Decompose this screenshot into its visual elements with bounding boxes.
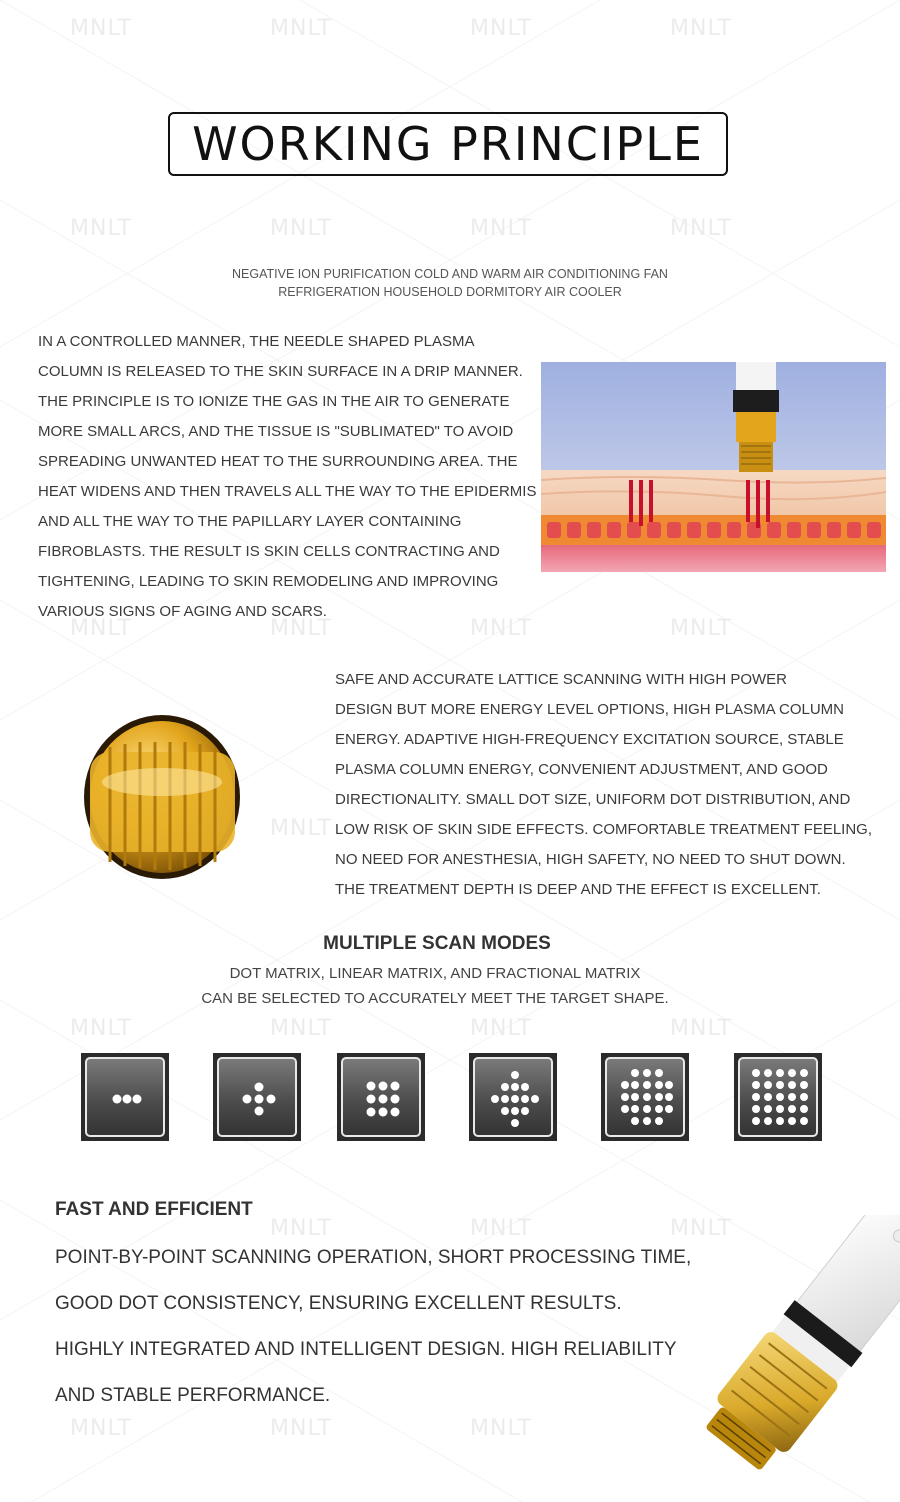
watermark: MNLT — [70, 616, 133, 641]
paragraph-line: DIRECTIONALITY. SMALL DOT SIZE, UNIFORM DOT DISTRIBUTION, AND — [335, 791, 851, 808]
paragraph-line: MORE SMALL ARCS, AND THE TISSUE IS "SUBLIMATED" TO AVOID — [38, 423, 514, 440]
scan-modes-heading: MULTIPLE SCAN MODES — [323, 933, 551, 954]
paragraph-line: NO NEED FOR ANESTHESIA, HIGH SAFETY, NO NEED TO SHUT DOWN. — [335, 851, 846, 868]
skin-layer-illustration — [541, 362, 886, 572]
watermark: MNLT — [70, 216, 133, 241]
paragraph-line: ENERGY. ADAPTIVE HIGH-FREQUENCY EXCITATION SOURCE, STABLE — [335, 731, 844, 748]
watermark: MNLT — [70, 1416, 133, 1441]
fast-heading: FAST AND EFFICIENT — [55, 1199, 253, 1220]
handpiece-illustration — [660, 1215, 900, 1502]
watermark: MNLT — [270, 816, 333, 841]
fast-paragraph — [55, 1235, 692, 1419]
watermark: MNLT — [270, 216, 333, 241]
principle-paragraph — [38, 327, 537, 627]
watermark: MNLT — [270, 1216, 333, 1241]
watermark: MNLT — [670, 616, 733, 641]
watermark: MNLT — [270, 1016, 333, 1041]
paragraph-line: IN A CONTROLLED MANNER, THE NEEDLE SHAPED PLASMA — [38, 333, 475, 350]
description-line: CAN BE SELECTED TO ACCURATELY MEET THE TARGET SHAPE. — [201, 990, 669, 1007]
three-dot-line-icon — [81, 1053, 169, 1141]
paragraph-line: VARIOUS SIGNS OF AGING AND SCARS. — [38, 603, 327, 620]
paragraph-line: AND ALL THE WAY TO THE PAPILLARY LAYER CONTAINING — [38, 513, 462, 530]
diamond-dot-icon — [469, 1053, 557, 1141]
title-box — [168, 112, 728, 176]
paragraph-line: THE TREATMENT DEPTH IS DEEP AND THE EFFECT IS EXCELLENT. — [335, 881, 821, 898]
paragraph-line: PLASMA COLUMN ENERGY, CONVENIENT ADJUSTMENT, AND GOOD — [335, 761, 828, 778]
paragraph-line: LOW RISK OF SKIN SIDE EFFECTS. COMFORTABLE TREATMENT FEELING, — [335, 821, 873, 838]
roller-tip-illustration — [70, 712, 255, 887]
watermark: MNLT — [670, 1016, 733, 1041]
watermark: MNLT — [470, 1416, 533, 1441]
paragraph-line: SAFE AND ACCURATE LATTICE SCANNING WITH HIGH POWER — [335, 671, 787, 688]
watermark: MNLT — [670, 16, 733, 41]
paragraph-line: GOOD DOT CONSISTENCY, ENSURING EXCELLENT RESULTS. — [55, 1293, 622, 1314]
watermark: MNLT — [270, 1416, 333, 1441]
watermark: MNLT — [670, 216, 733, 241]
paragraph-line: DESIGN BUT MORE ENERGY LEVEL OPTIONS, HIGH PLASMA COLUMN — [335, 701, 845, 718]
watermark: MNLT — [470, 216, 533, 241]
watermark: MNLT — [70, 1016, 133, 1041]
paragraph-line: COLUMN IS RELEASED TO THE SKIN SURFACE IN A DRIP MANNER. — [38, 363, 523, 380]
paragraph-line: HIGHLY INTEGRATED AND INTELLIGENT DESIGN. HIGH RELIABILITY — [55, 1339, 677, 1360]
watermark: MNLT — [470, 616, 533, 641]
paragraph-line: TIGHTENING, LEADING TO SKIN REMODELING AND IMPROVING — [38, 573, 499, 590]
watermark: MNLT — [270, 16, 333, 41]
paragraph-line: SPREADING UNWANTED HEAT TO THE SURROUNDING AREA. THE — [38, 453, 518, 470]
watermark: MNLT — [470, 1216, 533, 1241]
paragraph-line: THE PRINCIPLE IS TO IONIZE THE GAS IN THE AIR TO GENERATE — [38, 393, 510, 410]
watermark: MNLT — [470, 16, 533, 41]
subtitle-line: REFRIGERATION HOUSEHOLD DORMITORY AIR COOLER — [278, 285, 622, 299]
paragraph-line: HEAT WIDENS AND THEN TRAVELS ALL THE WAY TO THE EPIDERMIS — [38, 483, 537, 500]
watermark: MNLT — [470, 1016, 533, 1041]
nine-dot-square-icon — [337, 1053, 425, 1141]
large-dot-matrix-icon — [601, 1053, 689, 1141]
watermark: MNLT — [270, 616, 333, 641]
paragraph-line: POINT-BY-POINT SCANNING OPERATION, SHORT PROCESSING TIME, — [55, 1247, 692, 1268]
scan-modes-description — [0, 961, 870, 1011]
paragraph-line: AND STABLE PERFORMANCE. — [55, 1385, 331, 1406]
full-dot-matrix-icon — [734, 1053, 822, 1141]
description-line: DOT MATRIX, LINEAR MATRIX, AND FRACTIONAL MATRIX — [229, 965, 641, 982]
watermark: MNLT — [670, 1216, 733, 1241]
subtitle-line: NEGATIVE ION PURIFICATION COLD AND WARM AIR CONDITIONING FAN — [232, 267, 668, 281]
watermark: MNLT — [70, 16, 133, 41]
five-dot-cross-icon — [213, 1053, 301, 1141]
page-title: WORKING PRINCIPLE — [192, 117, 704, 171]
subtitle — [150, 265, 750, 301]
features-paragraph — [335, 665, 875, 905]
paragraph-line: FIBROBLASTS. THE RESULT IS SKIN CELLS CONTRACTING AND — [38, 543, 500, 560]
